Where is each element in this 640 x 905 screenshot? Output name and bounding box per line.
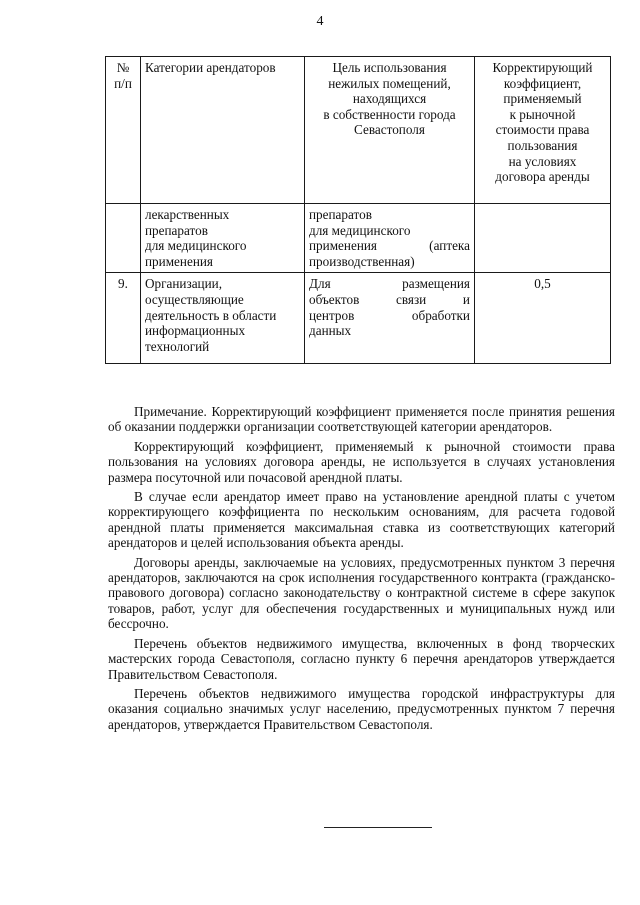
cell-line: осуществляющие <box>145 291 244 307</box>
header-line: договора аренды <box>495 169 590 185</box>
cell-line: Для размещения <box>309 276 470 292</box>
cell-line: для медицинского <box>309 222 411 238</box>
note-paragraph: Корректирующий коэффициент, применяемый к рыночной стоимости права пользования на условиях договора аренды, не используется в случаях установления размера посуточной или почасовой арендной платы. <box>108 438 615 485</box>
cell-line: производственная) <box>309 253 415 269</box>
row-number <box>106 204 141 273</box>
cell-line: центров обработки <box>309 307 470 323</box>
table-row <box>106 204 611 273</box>
header-line: Категории арендаторов <box>145 60 276 75</box>
cell-line: применения <box>145 253 213 269</box>
header-line: в собственности города <box>323 106 456 122</box>
note-paragraph: Примечание. Корректирующий коэффициент применяется после принятия решения об оказании поддержки организации соответствующей категории арендаторов. <box>108 404 615 435</box>
cell-line: препаратов <box>309 207 372 222</box>
header-line: на условиях <box>508 153 577 169</box>
cell-line: информационных <box>145 323 246 339</box>
cell-line: технологий <box>145 338 210 354</box>
cell-line: для медицинского <box>145 238 247 254</box>
header-category <box>141 57 305 204</box>
header-line: коэффициент, <box>503 75 582 91</box>
note-paragraph: Договоры аренды, заключаемые на условиях, предусмотренных пунктом 3 перечня арендаторов, заключаются на срок исполнения государственного контракта (гражданско-правового договора) согласно законодательству о контрактной системе в сфере закупок товаров, работ, услуг для обеспечения государственных и муниципальных нужд или бессрочно. <box>108 554 615 632</box>
header-line: Севастополя <box>354 122 425 138</box>
header-line: к рыночной <box>509 106 576 122</box>
header-line: нежилых помещений, <box>328 75 451 91</box>
notes-section <box>108 404 615 736</box>
table-row <box>106 273 611 364</box>
header-line: Цель использования <box>332 60 447 75</box>
header-line: применяемый <box>503 91 582 107</box>
page-number: 4 <box>316 14 324 29</box>
cell-line: препаратов <box>145 222 208 238</box>
table-header-row <box>106 57 611 204</box>
tenant-coefficient-table <box>105 56 611 364</box>
header-line: пользования <box>507 137 578 153</box>
header-purpose <box>305 57 475 204</box>
header-number <box>106 57 141 204</box>
cell-line: данных <box>309 323 352 339</box>
header-line: № <box>116 60 130 75</box>
row-category <box>141 273 305 364</box>
header-line: Корректирующий <box>492 60 593 75</box>
header-line: стоимости права <box>495 122 590 138</box>
cell-line: Организации, <box>145 276 223 292</box>
header-coefficient <box>475 57 611 204</box>
cell-line: объектов связи и <box>309 291 470 307</box>
row-coefficient <box>475 204 611 273</box>
header-line: п/п <box>114 75 132 91</box>
header-line: находящихся <box>352 91 427 107</box>
note-paragraph: Перечень объектов недвижимого имущества, включенных в фонд творческих мастерских города Севастополя, согласно пункту 6 перечня арендаторов утверждается Правительством Севастополя. <box>108 635 615 682</box>
row-purpose <box>305 204 475 273</box>
end-of-document-line <box>324 827 432 828</box>
cell-line: применения (аптека <box>309 238 470 254</box>
cell-line: деятельность в области <box>145 307 277 323</box>
row-category <box>141 204 305 273</box>
note-paragraph: В случае если арендатор имеет право на установление арендной платы с учетом корректирующего коэффициента по нескольким основаниям, для расчета годовой арендной платы применяется максимальная ставка из соответствующих категорий арендаторов и целей использования объекта аренды. <box>108 489 615 551</box>
row-coefficient: 0,5 <box>475 273 611 364</box>
cell-line: лекарственных <box>145 207 230 222</box>
note-paragraph: Перечень объектов недвижимого имущества городской инфраструктуры для оказания социально значимых услуг населению, предусмотренных пунктом 7 перечня арендаторов, утверждается Правительством Севастополя. <box>108 685 615 732</box>
row-purpose <box>305 273 475 364</box>
row-number: 9. <box>106 273 141 364</box>
